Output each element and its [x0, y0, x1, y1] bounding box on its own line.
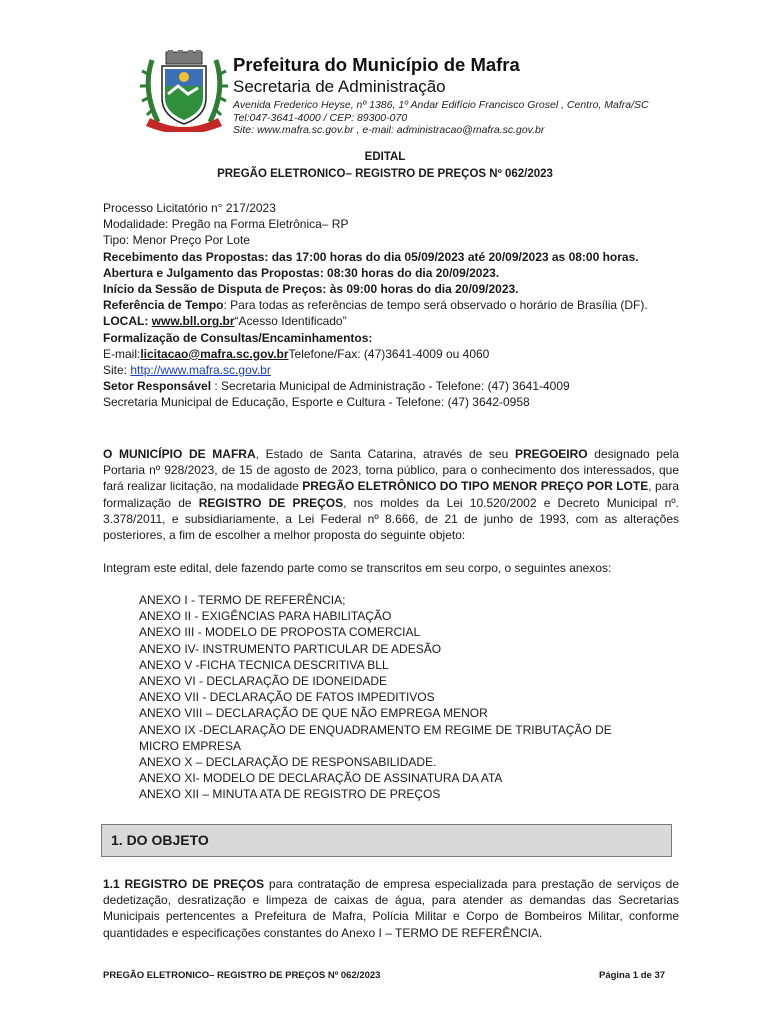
- page-current: 1: [632, 970, 639, 981]
- page-label: Página: [599, 970, 631, 981]
- site-label: Site:: [233, 124, 255, 136]
- annex-list: [139, 592, 659, 803]
- municipality-title: Prefeitura do Município de Mafra: [233, 54, 520, 75]
- edital-heading: EDITAL: [364, 151, 406, 163]
- annex-intro: Integram este edital, dele fazendo parte como se transcritos em seu corpo, o seguintes anexos:: [103, 561, 612, 575]
- annex-item: ANEXO IV- INSTRUMENTO PARTICULAR DE ADESÃO: [139, 641, 442, 656]
- address-line: Avenida Frederico Heyse, nº 1386, 1º Andar Edifício Francisco Grosel , Centro, Mafra/SC: [233, 99, 649, 111]
- intro-text-3: , para formalização de: [103, 479, 680, 510]
- department-subtitle: Secretaria de Administração: [233, 77, 446, 96]
- annex-item: ANEXO XI- MODELO DE DECLARAÇÃO DE ASSINATURA DA ATA: [139, 771, 503, 786]
- item-label: 1.1 REGISTRO DE PREÇOS: [103, 877, 265, 891]
- email-line: [103, 346, 679, 362]
- footer-page-number: [599, 970, 665, 981]
- intro-text-1: , Estado de Santa Catarina, através de seu: [255, 447, 515, 461]
- modalidade-line: Modalidade: Pregão na Forma Eletrônica– RP: [103, 217, 349, 232]
- local-link[interactable]: www.bll.org.br: [151, 314, 235, 329]
- intro-municipio: O MUNICÍPIO DE MAFRA: [103, 447, 256, 461]
- edital-subheading: PREGÃO ELETRONICO– REGISTRO DE PREÇOS Nº 062/2023: [217, 168, 553, 180]
- objeto-paragraph: [103, 876, 679, 941]
- municipal-coat-of-arms-icon: [138, 50, 230, 132]
- site-link[interactable]: www.mafra.sc.gov.br: [256, 124, 354, 136]
- setor-label: Setor Responsável: [103, 379, 212, 394]
- page-total: 37: [654, 970, 666, 981]
- letterhead: [233, 54, 753, 137]
- email-label: E-mail:: [103, 346, 141, 361]
- referencia-text: : Para todas as referências de tempo será observado o horário de Brasília (DF).: [223, 298, 648, 313]
- email-link[interactable]: administracao@mafra.sc.gov.br: [396, 124, 545, 136]
- annex-item: ANEXO X – DECLARAÇÃO DE RESPONSABILIDADE.: [139, 755, 437, 770]
- annex-item: ANEXO VII - DECLARAÇÃO DE FATOS IMPEDITIVOS: [139, 690, 435, 705]
- section-title: 1. DO OBJETO: [111, 832, 209, 848]
- inicio-line: Início da Sessão de Disputa de Preços: às 09:00 horas do dia 20/09/2023.: [103, 282, 519, 297]
- setor-line: [103, 378, 679, 394]
- site-link[interactable]: http://www.mafra.sc.gov.br: [130, 363, 271, 378]
- local-line: [103, 313, 679, 329]
- process-info-block: [103, 200, 679, 411]
- section-header-objeto: [101, 824, 672, 857]
- formalizacao-line: Formalização de Consultas/Encaminhamentos:: [103, 330, 373, 345]
- referencia-label: Referência de Tempo: [103, 298, 224, 313]
- site-email-line: [233, 124, 753, 137]
- phone-line: Tel:047-3641-4000 / CEP: 89300-070: [233, 111, 408, 124]
- intro-text-4: , nos moldes da Lei 10.520/2002 e Decreto Municipal nº. 3.378/2011, e subsidiariamente, a Lei Federal nº 8.666, de 21 de junho de 1993, com as alterações posteriores, a fim de escolher a melhor proposta do seguinte objeto:: [103, 495, 680, 543]
- annex-item: ANEXO VI - DECLARAÇÃO DE IDONEIDADE: [139, 674, 388, 689]
- annex-item: ANEXO VIII – DECLARAÇÃO DE QUE NÃO EMPREGA MENOR: [139, 706, 488, 721]
- intro-registro: REGISTRO DE PREÇOS: [198, 495, 344, 510]
- item-text: para contratação de empresa especializada para prestação de serviços de dedetização, desratização e limpeza de caixas de água, para atender as demandas das Secretarias Municipais pertencentes a Prefeitura de Mafra, Polícia Militar e Corpo de Bombeiros Militar, conforme quantidades e especificações constantes do Anexo I – TERMO DE REFERÊNCIA.: [103, 877, 679, 940]
- referencia-line: [103, 297, 679, 313]
- page-of: de: [640, 970, 652, 981]
- setor-text: : Secretaria Municipal de Administração - Telefone: (47) 3641-4009: [211, 379, 570, 394]
- site-line: [103, 362, 679, 378]
- email-label: , e-mail:: [356, 124, 394, 136]
- annex-item: ANEXO XII – MINUTA ATA DE REGISTRO DE PREÇOS: [139, 787, 441, 802]
- annex-item: ANEXO V -FICHA TECNICA DESCRITIVA BLL: [139, 657, 389, 672]
- annex-item: ANEXO II - EXIGÊNCIAS PARA HABILITAÇÃO: [139, 609, 392, 624]
- tipo-line: Tipo: Menor Preço Por Lote: [103, 233, 250, 248]
- licitacao-email-link[interactable]: licitacao@mafra.sc.gov.br: [140, 346, 289, 361]
- secretaria-educacao-line: Secretaria Municipal de Educação, Esporte e Cultura - Telefone: (47) 3642-0958: [103, 395, 530, 410]
- recebimento-line: Recebimento das Propostas: das 17:00 horas do dia 05/09/2023 até 20/09/2023 as 08:00 horas.: [103, 249, 639, 264]
- intro-pregoeiro: PREGOEIRO: [514, 447, 588, 461]
- annex-item: ANEXO III - MODELO DE PROPOSTA COMERCIAL: [139, 625, 421, 640]
- abertura-line: Abertura e Julgamento das Propostas: 08:30 horas do dia 20/09/2023.: [103, 265, 500, 280]
- annex-item: ANEXO I - TERMO DE REFERÊNCIA;: [139, 593, 346, 607]
- processo-line: Processo Licitatório n° 217/2023: [103, 201, 276, 215]
- site-label: Site:: [103, 363, 131, 378]
- local-label: LOCAL:: [103, 314, 152, 329]
- footer-doc-title: PREGÃO ELETRONICO– REGISTRO DE PREÇOS Nº 062/2023: [103, 970, 381, 981]
- local-text: “Acesso Identificado”: [234, 314, 347, 329]
- annex-item: ANEXO IX -DECLARAÇÃO DE ENQUADRAMENTO EM REGIME DE TRIBUTAÇÃO DE MICRO EMPRESA: [139, 722, 612, 753]
- intro-modalidade: PREGÃO ELETRÔNICO DO TIPO MENOR PREÇO POR LOTE: [302, 479, 649, 494]
- telefone-text: Telefone/Fax: (47)3641-4009 ou 4060: [288, 346, 490, 361]
- intro-text-2: designado pela Portaria nº 928/2023, de 15 de agosto de 2023, torna público, para o conhecimento dos interessados, que fará realizar licitação, na modalidade: [103, 447, 679, 494]
- intro-paragraph: [103, 446, 679, 543]
